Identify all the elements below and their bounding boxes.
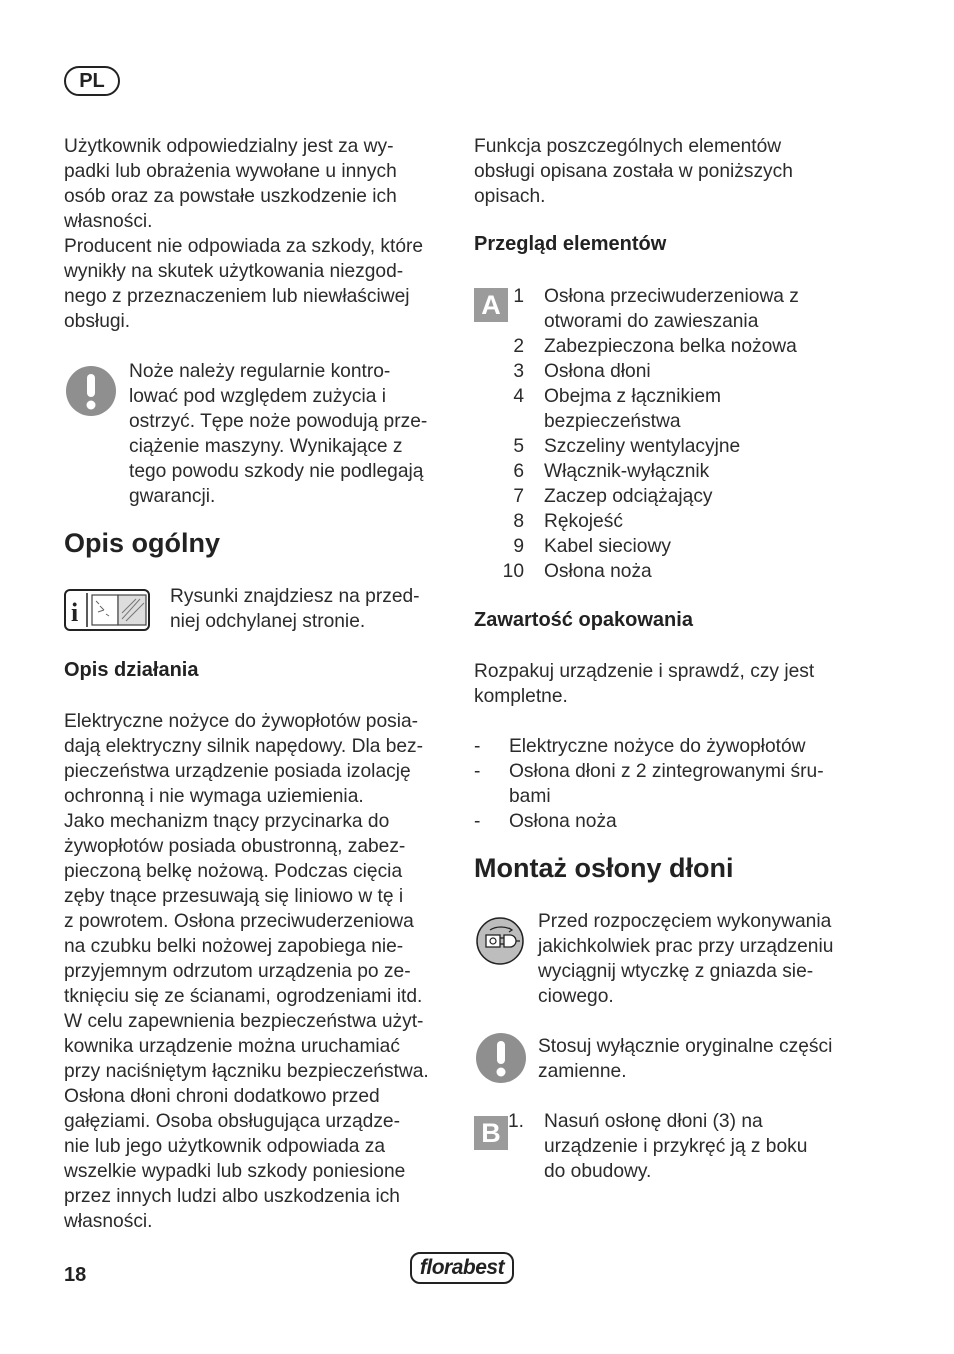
- warning-exclamation-icon: [476, 1033, 526, 1083]
- overview-list-item-number: 7: [513, 486, 524, 507]
- text-line: Przed rozpoczęciem wykonywania: [538, 911, 832, 932]
- overview-list-item-text: Włącznik-wyłącznik: [544, 461, 710, 482]
- text-line: tknięciu się ze ścianami, ogrodzeniami itd.: [64, 986, 423, 1007]
- overview-list: [474, 284, 874, 584]
- overview-list-item-number: [474, 409, 544, 434]
- assembly-step: [474, 1134, 874, 1159]
- package-list-item-text: Elektryczne nożyce do żywopłotów: [509, 736, 806, 757]
- info-foldout-icon: [64, 589, 150, 631]
- overview-list-item: [474, 309, 874, 334]
- overview-list-item-text: Obejma z łącznikiem: [544, 386, 722, 407]
- text-line: Noże należy regularnie kontro-: [129, 361, 391, 382]
- overview-list-item-text: Kabel sieciowy: [544, 536, 671, 557]
- assembly-step-number: [474, 1159, 544, 1184]
- text-line: wszelkie wypadki lub szkody poniesione: [64, 1161, 406, 1182]
- package-list-item-number: -: [474, 811, 481, 832]
- text-line: opisach.: [474, 186, 546, 207]
- assembly-step-text: urządzenie i przykręć ją z boku: [544, 1136, 808, 1157]
- package-list-item-text: Osłona noża: [509, 811, 617, 832]
- subsection-title-overview: Przegląd elementów: [474, 233, 667, 255]
- text-line: zamienne.: [538, 1061, 627, 1082]
- text-line: pieczoną belkę nożową. Podczas cięcia: [64, 861, 403, 882]
- overview-list-item: [474, 459, 874, 484]
- package-list-item: [474, 784, 874, 809]
- text-line: obsługi.: [64, 311, 131, 332]
- assembly-step-text: do obudowy.: [544, 1161, 652, 1182]
- info-foldout-text: [170, 584, 460, 634]
- package-contents-list: [474, 734, 874, 834]
- overview-list-item: [474, 509, 874, 534]
- text-line: Producent nie odpowiada za szkody, które: [64, 236, 424, 257]
- text-line: dają elektryczny silnik napędowy. Dla bez-: [64, 736, 424, 757]
- warning-exclamation-icon: [66, 366, 116, 416]
- unplug-warning-text: [538, 909, 868, 1009]
- text-line: na czubku belki nożowej zapobiega nie-: [64, 936, 404, 957]
- package-list-item-number: -: [474, 736, 481, 757]
- text-line: Stosuj wyłącznie oryginalne części: [538, 1036, 833, 1057]
- package-list-item: [474, 759, 874, 784]
- text-line: Osłona dłoni chroni dodatkowo przed: [64, 1086, 380, 1107]
- text-line: ostrzyć. Tępe noże powodują prze-: [129, 411, 428, 432]
- package-list-item-number: -: [474, 761, 481, 782]
- text-line: W celu zapewnienia bezpieczeństwa użyt-: [64, 1011, 424, 1032]
- package-list-item-text: bami: [509, 786, 551, 807]
- brand-logo: [410, 1252, 514, 1284]
- language-badge: PL: [64, 66, 120, 96]
- text-line: niej odchylanej stronie.: [170, 611, 366, 632]
- overview-list-item: [474, 534, 874, 559]
- overview-list-item: [474, 359, 874, 384]
- overview-list-item-number: [474, 309, 544, 334]
- package-list-item-text: Osłona dłoni z 2 zintegrowanymi śru-: [509, 761, 824, 782]
- text-line: wyciągnij wtyczkę z gniazda sie-: [538, 961, 814, 982]
- text-line: kownika urządzenie można uruchamiać: [64, 1036, 400, 1057]
- text-line: lować pod względem zużycia i: [129, 386, 387, 407]
- unplug-icon: [476, 917, 524, 965]
- text-line: gałęziami. Osoba obsługująca urządze-: [64, 1111, 400, 1132]
- overview-list-item: [474, 334, 874, 359]
- text-line: nego z przeznaczeniem lub niewłaściwej: [64, 286, 410, 307]
- assembly-step: [474, 1159, 874, 1184]
- figure-a-label: A: [474, 288, 508, 322]
- overview-list-item-number: 2: [513, 336, 524, 357]
- subsection-title-package-contents: Zawartość opakowania: [474, 609, 693, 631]
- overview-list-item-number: 4: [513, 386, 524, 407]
- overview-list-item-text: Zabezpieczona belka nożowa: [544, 336, 797, 357]
- section-title-general-description: Opis ogólny: [64, 528, 221, 558]
- right-intro-paragraph: [474, 134, 874, 209]
- overview-list-item-text: Osłona przeciwuderzeniowa z: [544, 286, 799, 307]
- brand-logo-text: florabest: [419, 1256, 505, 1279]
- assembly-step-number: 1.: [507, 1111, 524, 1132]
- text-line: Funkcja poszczególnych elementów: [474, 136, 782, 157]
- figure-b-label: B: [474, 1116, 508, 1150]
- text-line: ciowego.: [538, 986, 614, 1007]
- section-title-hand-guard-assembly: Montaż osłony dłoni: [474, 853, 734, 883]
- text-line: zęby tnące przesuwają się liniowo w tę i: [64, 886, 404, 907]
- subsection-title-function: Opis działania: [64, 659, 199, 681]
- text-line: Rysunki znajdziesz na przed-: [170, 586, 420, 607]
- text-line: jakichkolwiek prac przy urządzeniu: [538, 936, 834, 957]
- text-line: pieczeństwa urządzenie posiada izolację: [64, 761, 411, 782]
- text-line: Jako mechanizm tnący przycinarka do: [64, 811, 390, 832]
- text-line: obsługi opisana została w poniższych: [474, 161, 793, 182]
- overview-list-item-number: 10: [502, 561, 524, 582]
- text-line: tego powodu szkody nie podlegają: [129, 461, 424, 482]
- text-line: wynikły na skutek użytkowania niezgod-: [64, 261, 404, 282]
- text-line: nie lub jego użytkownik odpowiada za: [64, 1136, 386, 1157]
- text-line: przy naciśniętym łączniku bezpieczeństwa.: [64, 1061, 429, 1082]
- page-number: 18: [64, 1264, 87, 1286]
- overview-list-item-number: 6: [513, 461, 524, 482]
- overview-list-item: [474, 559, 874, 584]
- text-line: przyjemnym odrzutom urządzenia po ze-: [64, 961, 411, 982]
- text-line: żywopłotów posiada obustronną, zabez-: [64, 836, 406, 857]
- overview-list-item-number: 3: [513, 361, 524, 382]
- text-line: padki lub obrażenia wywołane u innych: [64, 161, 397, 182]
- text-line: Elektryczne nożyce do żywopłotów posia-: [64, 711, 419, 732]
- function-description-paragraph: [64, 709, 454, 1234]
- overview-list-item-text: otworami do zawieszania: [544, 311, 759, 332]
- overview-list-item-number: 8: [513, 511, 524, 532]
- text-line: gwarancji.: [129, 486, 216, 507]
- original-parts-note: [538, 1034, 868, 1084]
- overview-list-item: [474, 284, 874, 309]
- text-line: Użytkownik odpowiedzialny jest za wy-: [64, 136, 394, 157]
- overview-list-item: [474, 484, 874, 509]
- text-line: ciążenie maszyny. Wynikające z: [129, 436, 403, 457]
- text-line: Rozpakuj urządzenie i sprawdź, czy jest: [474, 661, 815, 682]
- text-line: ochronną i nie wymaga uziemienia.: [64, 786, 364, 807]
- overview-list-item: [474, 384, 874, 409]
- text-line: kompletne.: [474, 686, 568, 707]
- left-intro-paragraph: [64, 134, 454, 334]
- overview-list-item-number: 1: [513, 286, 524, 307]
- package-list-item: [474, 809, 874, 834]
- package-intro-paragraph: [474, 659, 874, 709]
- overview-list-item-text: Osłona dłoni: [544, 361, 651, 382]
- text-line: własności.: [64, 1211, 153, 1232]
- overview-list-item-text: Zaczep odciążający: [544, 486, 713, 507]
- overview-list-item: [474, 409, 874, 434]
- blade-warning-text: [129, 359, 459, 509]
- assembly-step-number: [474, 1134, 544, 1159]
- assembly-steps-list: [474, 1109, 874, 1184]
- overview-list-item-text: bezpieczeństwa: [544, 411, 681, 432]
- text-line: własności.: [64, 211, 153, 232]
- overview-list-item: [474, 434, 874, 459]
- assembly-step: [474, 1109, 874, 1134]
- overview-list-item-number: 9: [513, 536, 524, 557]
- overview-list-item-text: Szczeliny wentylacyjne: [544, 436, 741, 457]
- assembly-step-text: Nasuń osłonę dłoni (3) na: [544, 1111, 763, 1132]
- text-line: przez innych ludzi albo uszkodzenia ich: [64, 1186, 400, 1207]
- overview-list-item-text: Rękojeść: [544, 511, 623, 532]
- package-list-item-number: [474, 784, 509, 809]
- package-list-item: [474, 734, 874, 759]
- overview-list-item-number: 5: [513, 436, 524, 457]
- svg-text:i: i: [71, 598, 79, 627]
- overview-list-item-text: Osłona noża: [544, 561, 652, 582]
- text-line: z powrotem. Osłona przeciwuderzeniowa: [64, 911, 414, 932]
- text-line: osób oraz za powstałe uszkodzenie ich: [64, 186, 397, 207]
